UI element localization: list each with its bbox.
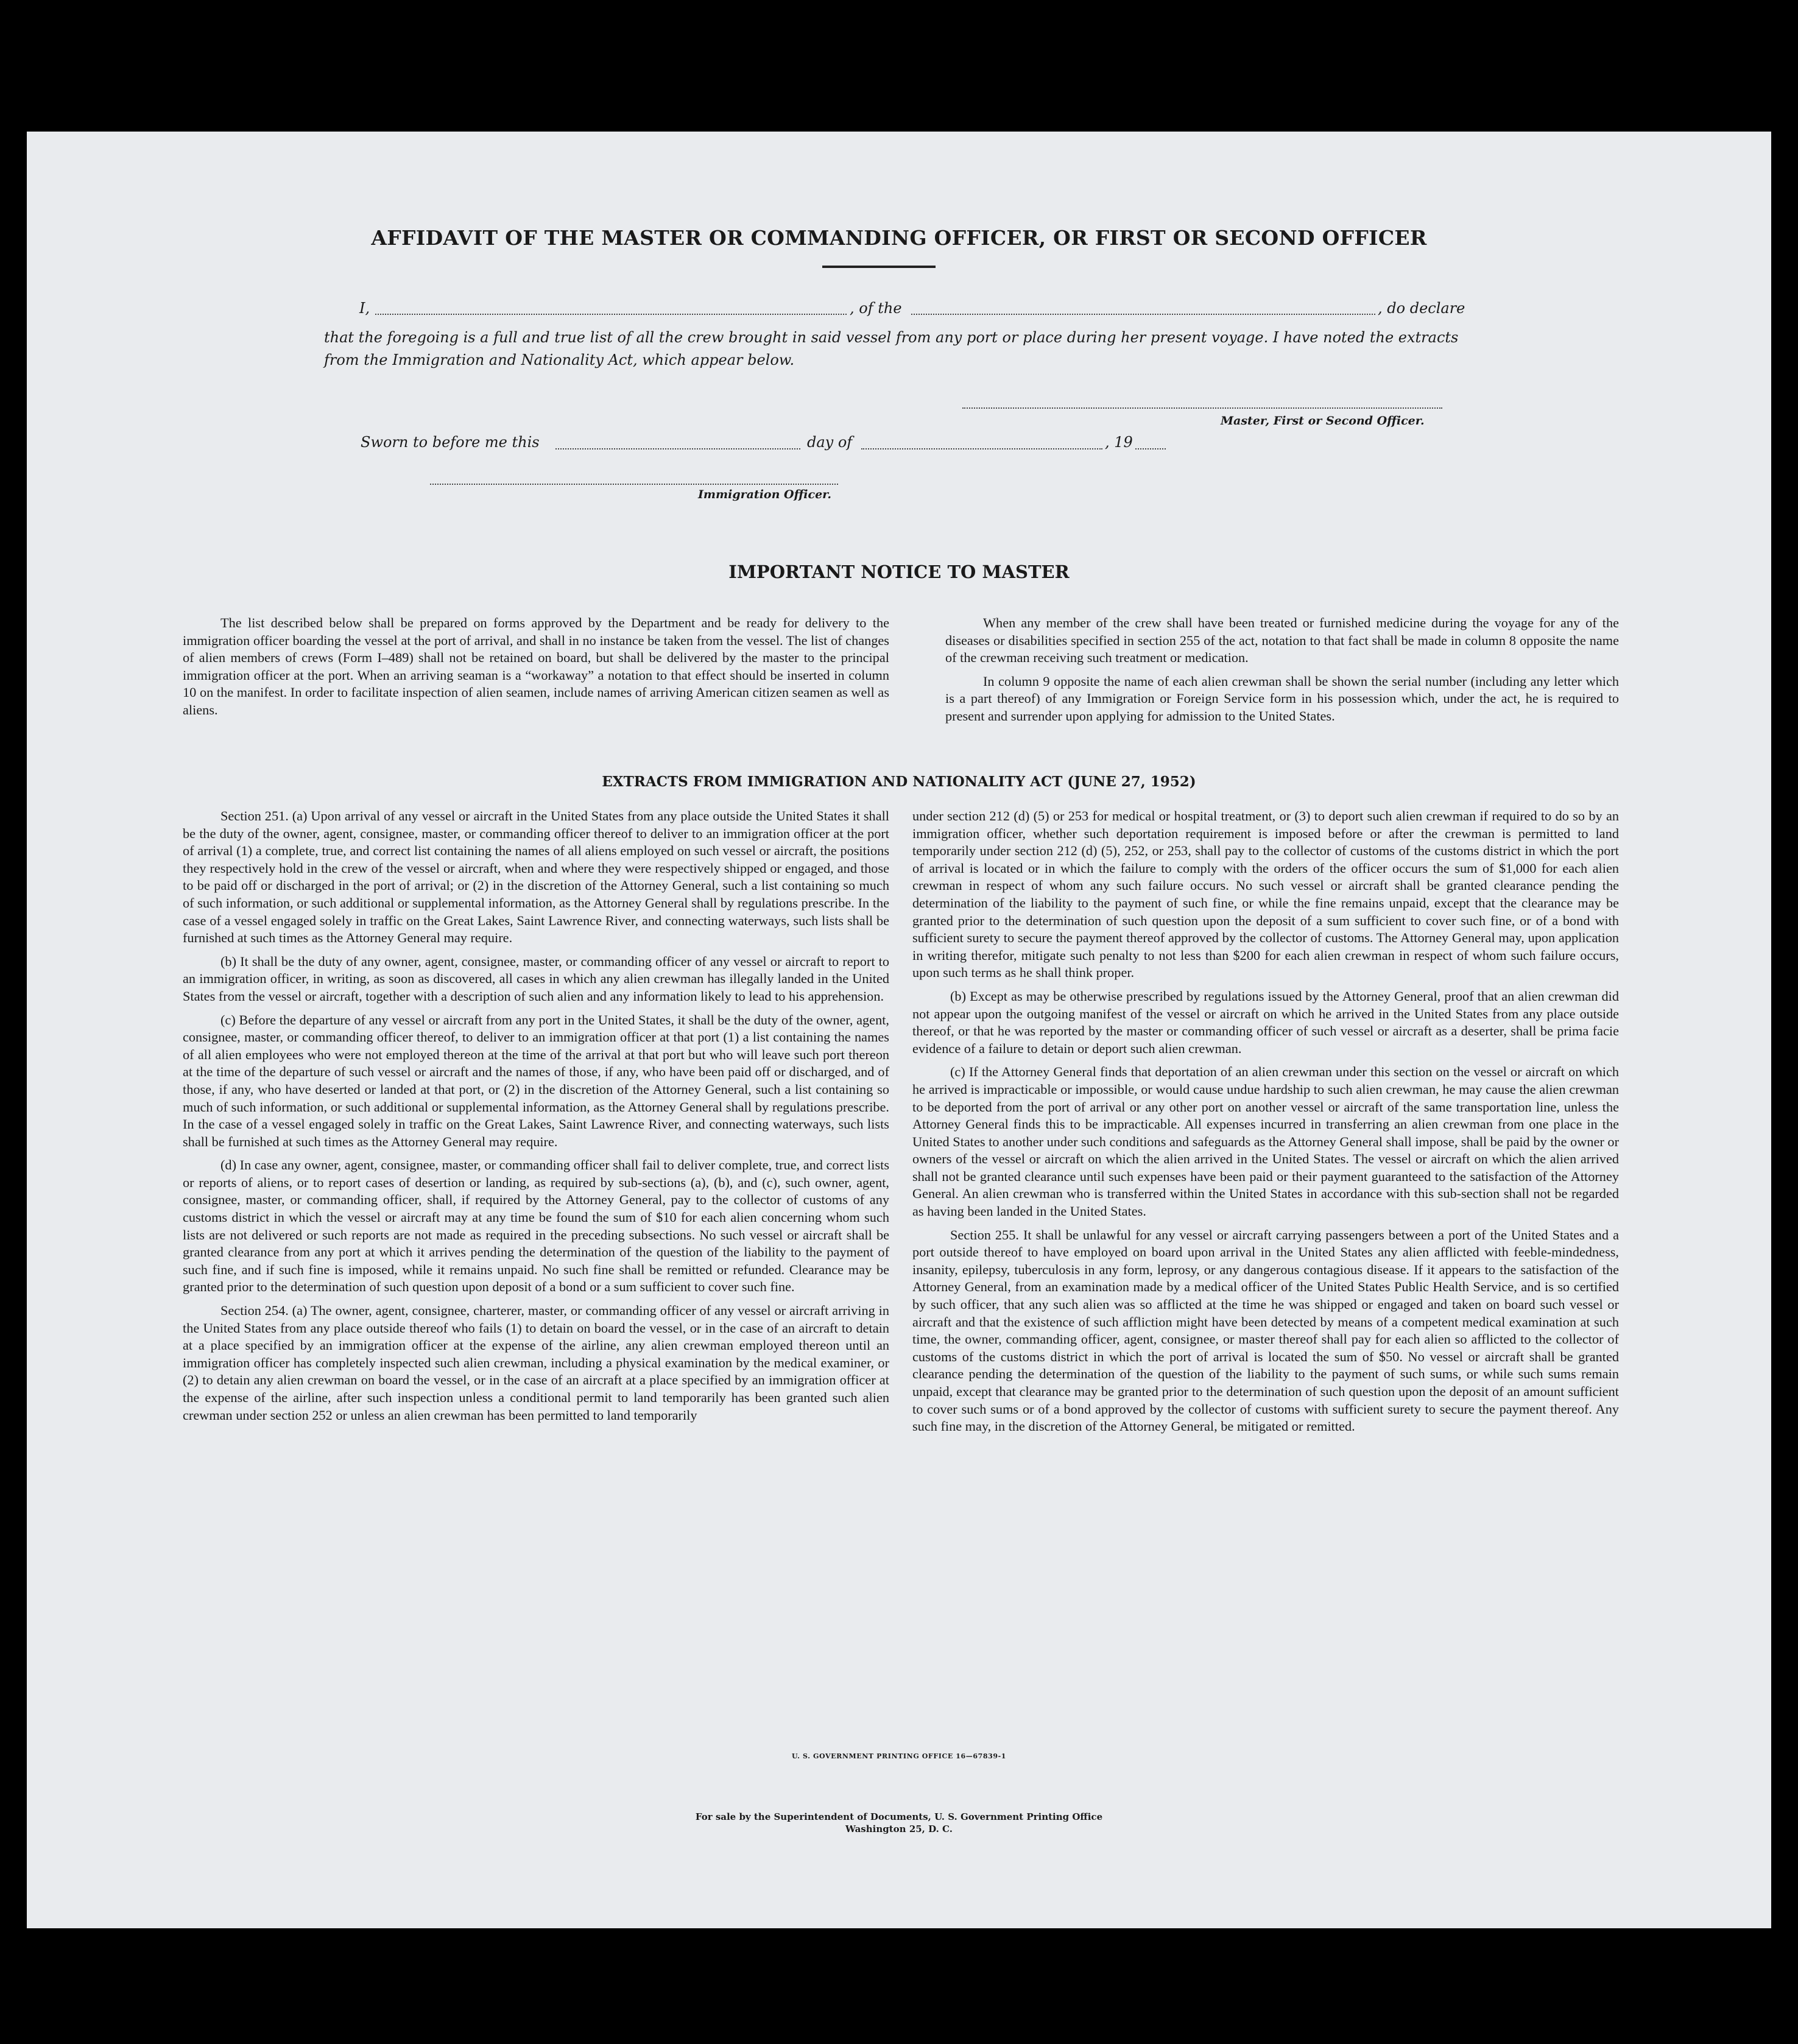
section-255-paragraph: Section 255. It shall be unlawful for any vessel or aircraft carrying passengers between a port of the United States and a port outside thereof to have employed on board upon arrival in the United States any alien afflicted with feeble-mindedness, insanity, epilepsy, tuberculosis in any form, leprosy, or any dangerous contagious disease. If it appears to the satisfaction of the Attorney General, from an examination made by a medical officer of the United States Public Health Service, and is so certified by such officer, that any such alien was so afflicted at the time he was shipped or engaged and taken on board such vessel or aircraft and that the existence of such affliction might have been detected by means of a competent medical examination at such time, the owner, commanding officer, agent, consignee, or master thereof shall pay for each alien so afflicted to the collector of customs of the customs district in which the port of arrival is located the sum of $50. No vessel or aircraft shall be granted clearance pending the determination of the question of the liability to the payment of such sums, or while such sums remain unpaid, except that clearance may be granted prior to the determination of such question upon the deposit of an amount sufficient to cover such sums or of a bond approved by the collector of customs with sufficient surety to secure the payment thereof. Any such fine may, in the discretion of the Attorney General, be mitigated or remitted. bbox=[912, 1227, 1619, 1434]
extracts-title: EXTRACTS FROM IMMIGRATION AND NATIONALITY ACT (JUNE 27, 1952) bbox=[602, 774, 1196, 790]
immigration-officer-label: Immigration Officer. bbox=[698, 488, 832, 501]
notice-title: IMPORTANT NOTICE TO MASTER bbox=[728, 562, 1070, 582]
declarant-name-field[interactable] bbox=[375, 305, 847, 315]
declaration-text: that the foregoing is a full and true list of all the crew brought in said vessel from any port or place during her present voyage. I have noted the extracts from the Immigration and Nationality Act, which appear below. bbox=[324, 329, 1459, 368]
form-page bbox=[27, 132, 1771, 1928]
affidavit-title: AFFIDAVIT OF THE MASTER OR COMMANDING OFFICER, OR FIRST OR SECOND OFFICER bbox=[371, 226, 1427, 250]
notice-left-column bbox=[183, 615, 889, 725]
section-251a-paragraph: Section 251. (a) Upon arrival of any vessel or aircraft in the United States from any place outside the United States it shall be the duty of the owner, agent, consignee, master, or commanding officer thereof to deliver to an immigration officer at the port of arrival (1) a complete, true, and correct list containing the names of all aliens employed on such vessel or aircraft, the positions they respectively hold in the crew of the vessel or aircraft, when and where they were respectively shipped or engaged, and those to be paid off or discharged in the port of arrival; or (2) in the discretion of the Attorney General, such a list containing so much of such information, or such additional or supplemental information, as the Attorney General shall by regulations prescribe. In the case of a vessel engaged solely in traffic on the Great Lakes, Saint Lawrence River, and connecting waterways, such lists shall be furnished at such times as the Attorney General may require. bbox=[183, 808, 889, 946]
sworn-label: Sworn to before me this bbox=[361, 434, 540, 451]
master-signature-label: Master, First or Second Officer. bbox=[1221, 414, 1425, 428]
title-rule bbox=[822, 266, 936, 268]
gpo-imprint: U. S. GOVERNMENT PRINTING OFFICE 16—67839-1 bbox=[791, 1752, 1007, 1760]
declarant-label: I, bbox=[359, 300, 370, 317]
section-254c-paragraph: (c) If the Attorney General finds that deportation of an alien crewman under this section on the vessel or aircraft on which he arrived is impracticable or impossible, or would cause undue hardship to such alien crewman, he may cause the alien crewman to be deported from the port of arrival or any other port on another vessel or aircraft of the same transportation line, unless the Attorney General finds this to be impracticable. All expenses incurred in transferring an alien crewman from one place in the United States to another under such conditions and safeguards as the Attorney General shall impose, shall be paid by the owner or owners of the vessel or aircraft on which the alien arrived in the United States. The vessel or aircraft on which the alien arrived shall not be granted clearance until such expenses have been paid or their payment guaranteed to the satisfaction of the Attorney General. An alien crewman who is transferred within the United States in accordance with this sub-section shall not be regarded as having been landed in the United States. bbox=[912, 1064, 1619, 1219]
immigration-officer-signature-line[interactable] bbox=[430, 478, 838, 485]
year-label: , 19 bbox=[1105, 434, 1133, 451]
sworn-month-field[interactable] bbox=[861, 440, 1102, 449]
of-the-label: , of the bbox=[850, 300, 902, 317]
extracts-left-column bbox=[183, 808, 889, 1430]
sale-notice-line-1: For sale by the Superintendent of Documents, U. S. Government Printing Office bbox=[695, 1811, 1103, 1822]
section-251c-paragraph: (c) Before the departure of any vessel or aircraft from any port in the United States, it shall be the duty of the owner, agent, consignee, master, or commanding officer thereof, to deliver to an immigration officer at that port (1) a list containing the names of all alien employees who were not employed thereon at the time of the arrival at that port but who will leave such port thereon at the time of the departure of such vessel or aircraft and the names of those, if any, who have been paid off or discharged, and of those, if any, who have deserted or landed at that port, or (2) in the discretion of the Attorney General, such a list containing so much of such information, or such additional or supplemental information, as the Attorney General shall by regulations prescribe. In the case of a vessel engaged solely in traffic on the Great Lakes, Saint Lawrence River, and connecting waterways, such lists shall be furnished at such times as the Attorney General may require. bbox=[183, 1012, 889, 1149]
sworn-year-field[interactable] bbox=[1135, 440, 1166, 449]
section-254b-paragraph: (b) Except as may be otherwise prescribed by regulations issued by the Attorney General, proof that an alien crewman did not appear upon the outgoing manifest of the vessel or aircraft on which he arrived in the United States from any place outside thereof, or that he was reported by the master or commanding officer of such vessel or aircraft as a deserter, shall be prima facie evidence of a failure to detain or deport such alien crewman. bbox=[912, 988, 1619, 1056]
notice-right-paragraph-1: When any member of the crew shall have been treated or furnished medicine during the voyage for any of the diseases or disabilities specified in section 255 of the act, notation to that fact shall be made in column 8 opposite the name of the crewman receiving such treatment or medication. bbox=[945, 615, 1619, 666]
notice-right-paragraph-2: In column 9 opposite the name of each alien crewman shall be shown the serial number (including any letter which is a part thereof) of any Immigration or Foreign Service form in his possession which, under the act, he is required to present and surrender upon applying for admission to the United States. bbox=[945, 673, 1619, 724]
vessel-name-field[interactable] bbox=[911, 305, 1375, 315]
section-254a-paragraph: Section 254. (a) The owner, agent, consignee, charterer, master, or commanding officer of any vessel or aircraft arriving in the United States from any place outside thereof who fails (1) to detain on board the vessel, or in the case of an aircraft to detain at a place specified by an immigration officer at the expense of the airline, any alien crewman employed thereon until an immigration officer has completely inspected such alien crewman, including a physical examination by the medical examiner, or (2) to detain any alien crewman on board the vessel, or in the case of an aircraft at a place specified by an immigration officer at the expense of the airline, after such inspection unless a conditional permit to land temporarily has been granted such alien crewman under section 252 or unless an alien crewman has been permitted to land temporarily bbox=[183, 1303, 889, 1423]
sale-notice-line-2: Washington 25, D. C. bbox=[845, 1824, 953, 1834]
notice-right-column bbox=[945, 615, 1619, 731]
section-254a-continued-paragraph: under section 212 (d) (5) or 253 for medical or hospital treatment, or (3) to deport such alien crewman if required to do so by an immigration officer, whether such deportation requirement is imposed before or after the crewman is permitted to land temporarily under section 212 (d) (5), 252, or 253, shall pay to the collector of customs of the customs district in which the port of arrival is located or in which the failure to comply with the orders of the officer occurs the sum of $1,000 for each alien crewman in respect of whom any such failure occurs. No such vessel or aircraft shall be granted clearance pending the determination of the liability to the payment of such fine, or while the fine remains unpaid, except that the clearance may be granted prior to the determination of such question upon the deposit of a sum sufficient to cover such fine, or of a bond with sufficient surety to secure the payment thereof approved by the collector of customs. The Attorney General may, upon application in writing therefor, mitigate such penalty to not less than $200 for each alien crewman in respect of whom such failure occurs, upon such terms as he shall think proper. bbox=[912, 808, 1619, 981]
master-signature-line[interactable] bbox=[962, 401, 1442, 409]
section-251b-paragraph: (b) It shall be the duty of any owner, agent, consignee, master, or commanding officer of any vessel or aircraft to report to an immigration officer, in writing, as soon as discovered, all cases in which any alien crewman has illegally landed in the United States from the vessel or aircraft, together with a description of such alien and any information likely to lead to his apprehension. bbox=[183, 953, 889, 1004]
sale-notice bbox=[27, 1811, 1771, 1835]
extracts-right-column bbox=[912, 808, 1619, 1442]
day-of-label: day of bbox=[807, 434, 853, 451]
section-251d-paragraph: (d) In case any owner, agent, consignee, master, or commanding officer shall fail to deliver complete, true, and correct lists or reports of aliens, or to report cases of desertion or landing, as required by sub-sections (a), (b), and (c), such owner, agent, consignee, master, or commanding officer, shall, if required by the Attorney General, pay to the collector of customs of any customs district in which the vessel or aircraft may at any time be found the sum of $10 for each alien concerning whom such lists are not delivered or such reports are not made as required in the preceding subsections. No such vessel or aircraft shall be granted clearance from any port at which it arrives pending the determination of the question of the liability to the payment of such fine, and if such fine is imposed, while it remains unpaid. No such fine shall be remitted or refunded. Clearance may be granted prior to the determination of such question upon deposit of a bond or a sum sufficient to cover such fine. bbox=[183, 1157, 889, 1295]
sworn-day-field[interactable] bbox=[555, 440, 800, 449]
do-declare-label: , do declare bbox=[1378, 300, 1465, 317]
notice-left-paragraph: The list described below shall be prepared on forms approved by the Department and be ready for delivery to the immigration officer boarding the vessel at the port of arrival, and shall in no instance be taken from the vessel. The list of changes of alien members of crews (Form I–489) shall not be retained on board, but shall be delivered by the master to the principal immigration officer at the port. When an arriving seaman is a “workaway” a notation to that effect should be inserted in column 10 on the manifest. In order to facilitate inspection of alien seamen, include names of arriving American citizen seamen as well as aliens. bbox=[183, 615, 889, 717]
